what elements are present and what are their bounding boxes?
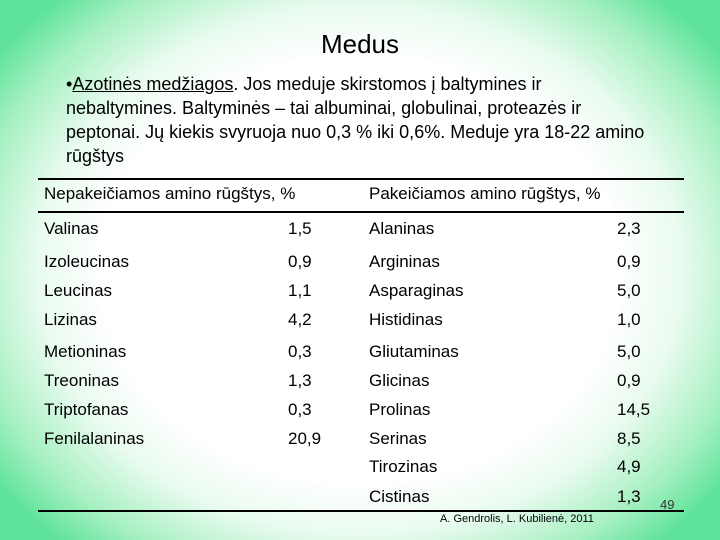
table-top-rule — [38, 178, 684, 180]
nonessential-amino-acid-value: 0,9 — [617, 371, 641, 390]
nonessential-amino-acid-value: 5,0 — [617, 281, 641, 300]
nonessential-amino-acid-value: 0,9 — [617, 252, 641, 271]
nonessential-amino-acid-name: Tirozinas — [369, 457, 438, 476]
nonessential-amino-acid-value: 8,5 — [617, 429, 641, 448]
nonessential-amino-acid-name: Asparaginas — [369, 281, 464, 300]
essential-amino-acid-value: 20,9 — [288, 429, 322, 448]
table-header-rule — [38, 211, 684, 213]
nonessential-amino-acid-name: Argininas — [369, 252, 440, 271]
essential-amino-acid-value: 0,9 — [288, 252, 312, 271]
nonessential-amino-acid-value: 1,0 — [617, 310, 641, 329]
essential-amino-acid-name: Lizinas — [44, 310, 97, 329]
nonessential-amino-acid-value: 1,3 — [617, 487, 641, 506]
essential-amino-acid-value: 1,3 — [288, 371, 312, 390]
nonessential-amino-acid-name: Alaninas — [369, 219, 435, 238]
essential-amino-acid-name: Leucinas — [44, 281, 113, 300]
essential-amino-acid-value: 1,1 — [288, 281, 312, 300]
author-credit: A. Gendrolis, L. Kubilienė, 2011 — [440, 513, 594, 525]
essential-amino-acid-name: Treoninas — [44, 371, 119, 390]
intro-paragraph — [66, 72, 656, 168]
nonessential-amino-acid-value: 2,3 — [617, 219, 641, 238]
essential-amino-acid-name: Fenilalaninas — [44, 429, 145, 448]
essential-amino-acid-value: 0,3 — [288, 400, 312, 419]
nonessential-amino-acid-name: Serinas — [369, 429, 427, 448]
essential-amino-acid-name: Izoleucinas — [44, 252, 130, 271]
nonessential-amino-acid-value: 5,0 — [617, 342, 641, 361]
nonessential-amino-acid-name: Cistinas — [369, 487, 430, 506]
essential-amino-acid-value: 1,5 — [288, 219, 312, 238]
intro-text: . Jos meduje skirstomos į baltymines ir nebaltymines. Baltyminės – tai albuminai, globulinai, proteazės ir peptonai. Jų kiekis svyruoja nuo 0,3 % iki 0,6%. Meduje yra 18-22 amino rūgštys — [66, 74, 645, 166]
azotines-medziagos-link[interactable]: Azotinės medžiagos — [72, 74, 234, 94]
bullet: • — [66, 74, 73, 94]
page-number: 49 — [660, 497, 675, 512]
header-essential: Nepakeičiamos amino rūgštys, % — [44, 184, 296, 203]
essential-amino-acid-name: Metioninas — [44, 342, 127, 361]
slide-title: Medus — [320, 29, 400, 59]
essential-amino-acid-name: Triptofanas — [44, 400, 129, 419]
nonessential-amino-acid-value: 14,5 — [617, 400, 651, 419]
nonessential-amino-acid-value: 4,9 — [617, 457, 641, 476]
essential-amino-acid-value: 0,3 — [288, 342, 312, 361]
nonessential-amino-acid-name: Prolinas — [369, 400, 431, 419]
nonessential-amino-acid-name: Histidinas — [369, 310, 443, 329]
nonessential-amino-acid-name: Glicinas — [369, 371, 430, 390]
nonessential-amino-acid-name: Gliutaminas — [369, 342, 459, 361]
header-nonessential: Pakeičiamos amino rūgštys, % — [369, 184, 601, 203]
essential-amino-acid-value: 4,2 — [288, 310, 312, 329]
essential-amino-acid-name: Valinas — [44, 219, 99, 238]
